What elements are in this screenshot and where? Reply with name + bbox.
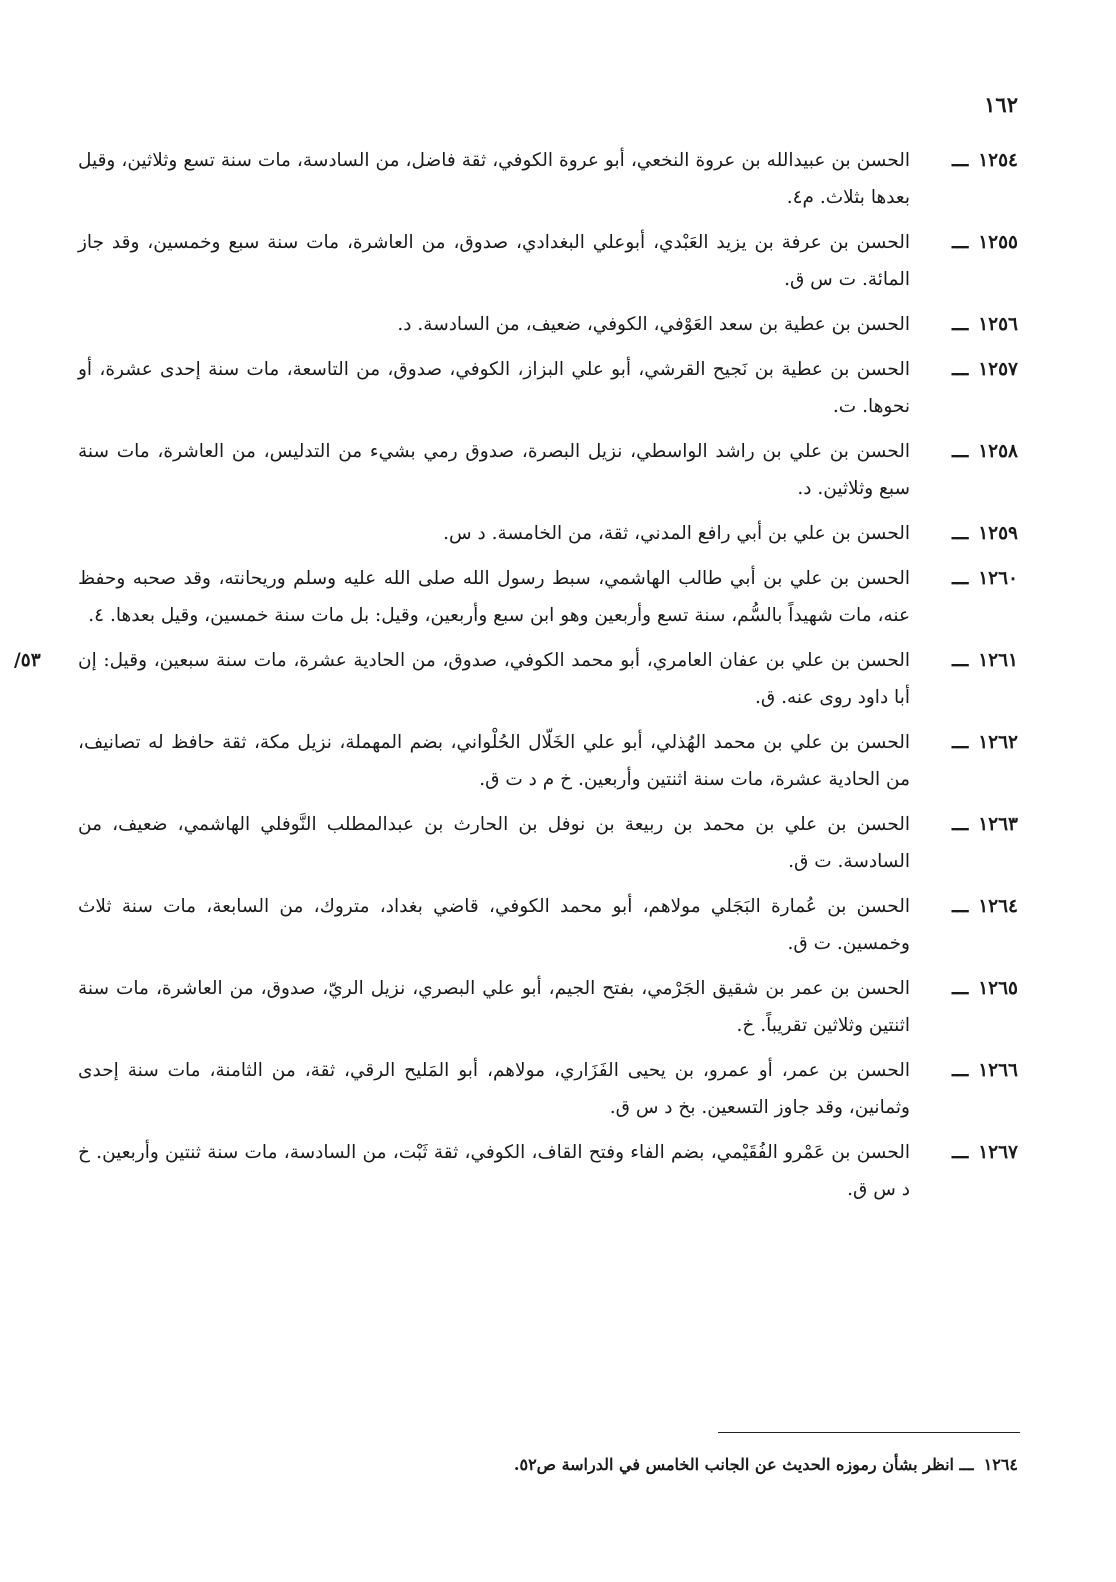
list-item (78, 433, 1018, 507)
entry-number: ١٢٥٥ـــ (951, 232, 1018, 253)
footnote-divider (718, 1432, 1020, 1433)
footnote (78, 1450, 1018, 1480)
list-item (78, 1052, 1018, 1126)
list-item (78, 351, 1018, 425)
footnote-number: ١٢٦٤ (983, 1455, 1018, 1474)
entry-text: الحسن بن عبيدالله بن عروة النخعي، أبو عروة الكوفي، ثقة فاضل، من السادسة، مات سنة تسع وثلاثين، وقيل بعدها بثلاث. م٤. (78, 150, 910, 208)
entry-number: ١٢٦٠ـــ (951, 568, 1018, 589)
entry-text: الحسن بن علي بن أبي رافع المدني، ثقة، من الخامسة. د س. (443, 523, 910, 544)
entry-text: الحسن بن علي بن أبي طالب الهاشمي، سبط رسول الله صلى الله عليه وسلم وريحانته، وقد صحبه وحفظ عنه، مات شهيداً بالسُّم، سنة تسع وأربعين وهو ابن سبع وأربعين، وقيل: بل مات سنة خمسين، وقيل بعدها. ٤. (78, 568, 910, 626)
page-number: ١٦٢ (984, 92, 1018, 117)
list-item (78, 560, 1018, 634)
list-item (78, 970, 1018, 1044)
entry-text: الحسن بن عمر، أو عمرو، بن يحيى الفَزَاري، مولاهم، أبو المَليح الرقي، ثقة، من الثامنة، مات سنة إحدى وثمانين، وقد جاوز التسعين. بخ د س ق. (78, 1060, 910, 1118)
entry-text: الحسن بن عُمارة البَجَلي مولاهم، أبو محمد الكوفي، قاضي بغداد، متروك، من السابعة، مات سنة ثلاث وخمسين. ت ق. (78, 896, 910, 954)
margin-page-reference: ٥٣/ (14, 650, 41, 671)
entry-number: ١٢٦٤ـــ (951, 896, 1018, 917)
footnote-text: انظر بشأن رموزه الحديث عن الجانب الخامس في الدراسة ص٥٢. (513, 1455, 954, 1474)
list-item (78, 1134, 1018, 1208)
entry-number: ١٢٦٢ـــ (951, 732, 1018, 753)
list-item (78, 515, 1018, 552)
entry-number: ١٢٥٦ـــ (951, 314, 1018, 335)
list-item (14, 642, 1018, 716)
list-item (78, 142, 1018, 216)
entry-number: ١٢٥٧ـــ (951, 359, 1018, 380)
list-item (78, 306, 1018, 343)
entry-text: الحسن بن عمر بن شقيق الجَرْمي، بفتح الجيم، أبو علي البصري، نزيل الريّ، صدوق، من العاشرة، مات سنة اثنتين وثلاثين تقريباً. خ. (78, 978, 910, 1036)
entry-number: ١٢٥٨ـــ (951, 441, 1018, 462)
entry-number: ١٢٦٦ـــ (951, 1060, 1018, 1081)
entry-text: الحسن بن عطية بن نَجيح القرشي، أبو علي البزاز، الكوفي، صدوق، من التاسعة، مات سنة إحدى عشرة، أو نحوها. ت. (78, 359, 910, 417)
entries-list (14, 142, 1018, 1216)
entry-number: ١٢٥٩ـــ (951, 523, 1018, 544)
entry-text: الحسن بن علي بن محمد بن ربيعة بن نوفل بن الحارث بن عبدالمطلب النَّوفلي الهاشمي، ضعيف، من السادسة. ت ق. (78, 814, 910, 872)
entry-text: الحسن بن عَمْرو الفُقَيْمي، بضم الفاء وفتح القاف، الكوفي، ثقة ثَبْت، من السادسة، مات سنة ثنتين وأربعين. خ د س ق. (78, 1142, 910, 1200)
list-item (78, 806, 1018, 880)
entry-text: الحسن بن عطية بن سعد العَوْفي، الكوفي، ضعيف، من السادسة. د. (397, 314, 910, 335)
entry-text: الحسن بن علي بن راشد الواسطي، نزيل البصرة، صدوق رمي بشيء من التدليس، من العاشرة، مات سنة سبع وثلاثين. د. (78, 441, 910, 499)
entry-number: ١٢٦٧ـــ (951, 1142, 1018, 1163)
entry-number: ١٢٦١ـــ (951, 650, 1018, 671)
list-item (78, 724, 1018, 798)
list-item (78, 888, 1018, 962)
footnote-dash: ـــ (953, 1455, 974, 1474)
entry-number: ١٢٦٣ـــ (951, 814, 1018, 835)
entry-text: الحسن بن عرفة بن يزيد العَبْدي، أبوعلي البغدادي، صدوق، من العاشرة، مات سنة سبع وخمسين، وقد جاز المائة. ت س ق. (78, 232, 910, 290)
entry-number: ١٢٥٤ـــ (951, 150, 1018, 171)
entry-number: ١٢٦٥ـــ (951, 978, 1018, 999)
list-item (78, 224, 1018, 298)
entry-text: الحسن بن علي بن عفان العامري، أبو محمد الكوفي، صدوق، من الحادية عشرة، مات سنة سبعين، وقيل: إن أبا داود روى عنه. ق. (78, 650, 910, 708)
entry-text: الحسن بن علي بن محمد الهُذلي، أبو علي الخَلّال الحُلْواني، بضم المهملة، نزيل مكة، ثقة حافظ له تصانيف، من الحادية عشرة، مات سنة اثنتين وأربعين. خ م د ت ق. (78, 732, 910, 790)
